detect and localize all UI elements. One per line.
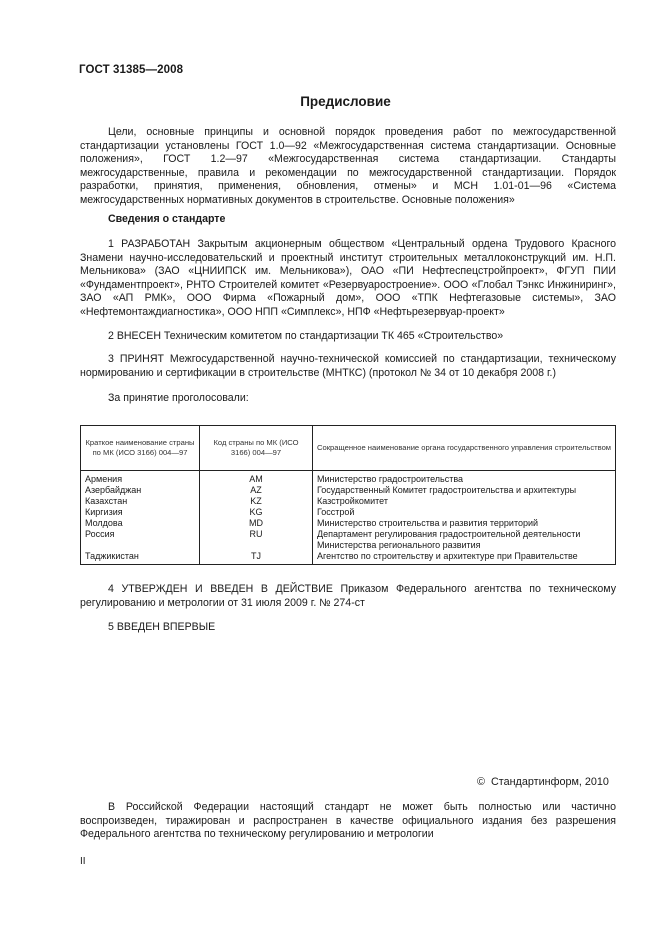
- cell-country: Армения: [81, 471, 200, 486]
- cell-organ: Казстройкомитет: [313, 496, 616, 507]
- table-row: [81, 529, 616, 540]
- cell-code: KG: [200, 507, 313, 518]
- table-row: [81, 507, 616, 518]
- cell-country: Киргизия: [81, 507, 200, 518]
- copyright-symbol: ©: [477, 776, 485, 788]
- cell-code: RU: [200, 529, 313, 540]
- table-row: [81, 540, 616, 551]
- cell-country: Россия: [81, 529, 200, 540]
- item-approved: 4 УТВЕРЖДЕН И ВВЕДЕН В ДЕЙСТВИЕ Приказом Федерального агентства по техническому регулированию и метрологии от 31 июля 2009 г. № 274-ст: [80, 583, 616, 609]
- page-number: II: [80, 856, 86, 867]
- cell-organ: Министерство градостроительства: [313, 471, 616, 486]
- voted-label: За принятие проголосовали:: [108, 392, 249, 404]
- item-adopted-by: 3 ПРИНЯТ Межгосударственной научно-технической комиссией по стандартизации, техническому нормированию и сертификации в строительстве (МНТКС) (протокол № 34 от 10 декабря 2008 г.): [80, 353, 616, 379]
- column-header-organ: Сокращенное наименование органа государственного управления строительством: [313, 426, 616, 471]
- table-row: [81, 496, 616, 507]
- cell-code: TJ: [200, 551, 313, 565]
- cell-organ: Министерство строительства и развития территорий: [313, 518, 616, 529]
- cell-organ: Министерства регионального развития: [313, 540, 616, 551]
- column-header-country: Краткое наименование страны по МК (ИСО 3166) 004—97: [81, 426, 200, 471]
- cell-country: Таджикистан: [81, 551, 200, 565]
- cell-organ: Государственный Комитет градостроительства и архитектуры: [313, 485, 616, 496]
- about-standard-heading: Сведения о стандарте: [108, 213, 226, 225]
- voting-table: [80, 425, 616, 565]
- cell-country: Молдова: [81, 518, 200, 529]
- cell-code: AZ: [200, 485, 313, 496]
- page-title: Предисловие: [300, 94, 391, 109]
- cell-country: Казахстан: [81, 496, 200, 507]
- copyright-line: [477, 776, 609, 788]
- column-header-code: Код страны по МК (ИСО 3166) 004—97: [200, 426, 313, 471]
- cell-code: [200, 540, 313, 551]
- item-developed-by: 1 РАЗРАБОТАН Закрытым акционерным обществом «Центральный ордена Трудового Красного Знамени научно-исследовательский и проектный институт строительных металлоконструкций им. Н.П. Мельникова» (ЗАО «ЦНИИПСК им. Мельникова»), ОАО «ПИ Нефтеспецстройпроект», ФГУП ПИИ «Фундаментпроект», РНТО Строителей комитет «Резервуаростроение». ООО «Глобал Тэнкс Инжиниринг», ЗАО «АП РМК», ООО Фирма «Пожарный дом», ООО «ТПК Нефтегазовые системы», ЗАО «Нефтемонтаждиагностика», ООО НПП «Симплекс», НПФ «Нефтьрезервуар-проект»: [80, 238, 616, 318]
- cell-country: Азербайджан: [81, 485, 200, 496]
- document-id-header: ГОСТ 31385—2008: [79, 64, 184, 76]
- cell-organ: Агентство по строительству и архитектуре при Правительстве: [313, 551, 616, 565]
- cell-code: MD: [200, 518, 313, 529]
- cell-country: [81, 540, 200, 551]
- cell-organ: Госстрой: [313, 507, 616, 518]
- table-row: [81, 471, 616, 486]
- table-header-row: [81, 426, 616, 471]
- reproduction-notice: В Российской Федерации настоящий стандарт не может быть полностью или частично воспроизведен, тиражирован и распространен в качестве официального издания без разрешения Федерального агентства по техническому регулированию и метрологии: [80, 801, 616, 841]
- intro-paragraph: Цели, основные принципы и основной порядок проведения работ по межгосударственной стандартизации установлены ГОСТ 1.0—92 «Межгосударственная система стандартизации. Основные положения», ГОСТ 1.2—97 «Межгосударственная система стандартизации. Стандарты межгосударственные, правила и рекомендации по межгосударственной стандартизации. Порядок разработки, принятия, применения, обновления, отмены» и МСН 1.01-01—96 «Система межгосударственных нормативных документов в строительстве. Основные положения»: [80, 126, 616, 206]
- item-first-introduced: 5 ВВЕДЕН ВПЕРВЫЕ: [108, 621, 216, 633]
- table-row: [81, 551, 616, 565]
- table-row: [81, 518, 616, 529]
- copyright-text: Стандартинформ, 2010: [490, 776, 609, 788]
- cell-code: KZ: [200, 496, 313, 507]
- cell-code: AM: [200, 471, 313, 486]
- table-row: [81, 485, 616, 496]
- cell-organ: Департамент регулирования градостроительной деятельности: [313, 529, 616, 540]
- item-introduced-by: 2 ВНЕСЕН Техническим комитетом по стандартизации ТК 465 «Строительство»: [108, 330, 504, 342]
